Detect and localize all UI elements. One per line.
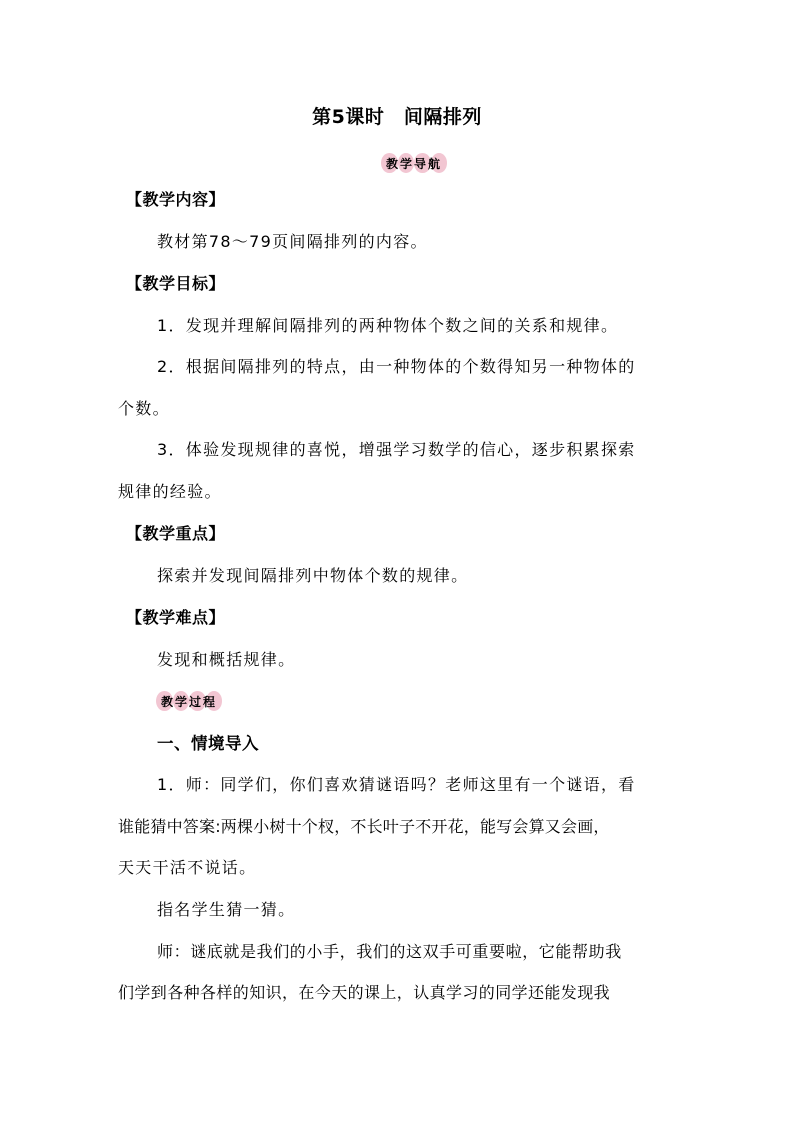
section-heading-intro: 一、情境导入	[157, 734, 259, 753]
paragraph-line: 探索并发现间隔排列中物体个数的规律。	[157, 566, 469, 585]
badge-label: 教学过程	[160, 694, 217, 709]
paragraph-line: 1．师：同学们，你们喜欢猜谜语吗？老师这里有一个谜语，看	[157, 775, 636, 794]
heading-key-points: 【教学重点】	[126, 524, 226, 543]
paragraph-line: 1．发现并理解间隔排列的两种物体个数之间的关系和规律。	[157, 316, 619, 335]
paragraph-line: 个数。	[118, 399, 170, 418]
paragraph-line: 2．根据间隔排列的特点，由一种物体的个数得知另一种物体的	[157, 357, 636, 376]
paragraph-line: 天天干活不说话。	[118, 858, 257, 877]
paragraph-line: 谁能猜中答案:两棵小树十个杈，不长叶子不开花，能写会算又会画，	[118, 817, 610, 836]
lesson-title: 第5课时 间隔排列	[312, 106, 482, 128]
paragraph-line: 3．体验发现规律的喜悦，增强学习数学的信心，逐步积累探索	[157, 440, 636, 459]
teaching-process-badge	[156, 690, 222, 712]
heading-teaching-goals: 【教学目标】	[126, 274, 226, 293]
paragraph-line: 师：谜底就是我们的小手，我们的这双手可重要啦，它能帮助我	[157, 942, 622, 961]
paragraph-line: 指名学生猜一猜。	[157, 900, 296, 919]
badge-label: 教学导航	[385, 156, 442, 171]
paragraph-line: 教材第78～79页间隔排列的内容。	[157, 232, 428, 251]
paragraph-line: 发现和概括规律。	[157, 650, 296, 669]
paragraph-line: 规律的经验。	[118, 482, 222, 501]
teaching-guide-badge	[381, 152, 447, 174]
paragraph-line: 们学到各种各样的知识，在今天的课上，认真学习的同学还能发现我	[118, 983, 611, 1002]
heading-difficult-points: 【教学难点】	[126, 608, 226, 627]
heading-teaching-content: 【教学内容】	[126, 190, 226, 209]
